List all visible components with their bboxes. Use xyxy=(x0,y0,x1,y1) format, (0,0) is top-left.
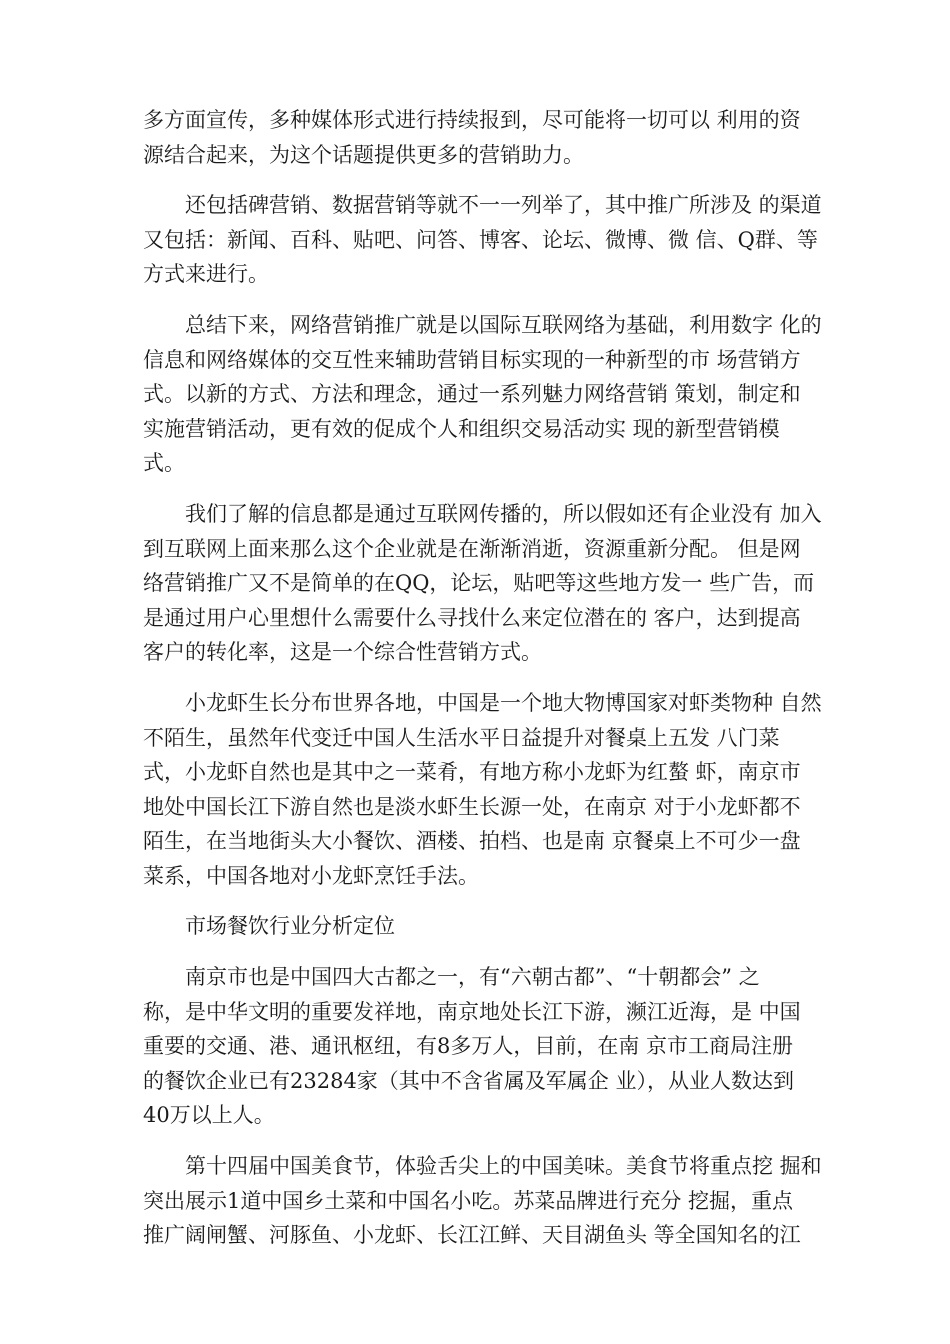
text-line: 的餐饮企业已有23284家（其中不含省属及军属企 业），从业人数达到 xyxy=(143,1068,794,1093)
text-line: 重要的交通、港、通讯枢纽，有8多万人，目前，在南 京市工商局注册 xyxy=(143,1034,794,1059)
paragraph-4 xyxy=(143,497,829,670)
paragraph-6 xyxy=(143,960,829,1133)
text-line: 还包括碑营销、数据营销等就不一一列举了，其中推广所涉及 的渠道 xyxy=(185,193,822,218)
text-line: 突出展示1道中国乡土菜和中国名小吃。苏菜品牌进行充分 挖掘，重点 xyxy=(143,1188,794,1213)
paragraph-3 xyxy=(143,308,829,481)
text-line: 推广阔闸蟹、河豚鱼、小龙虾、长江江鲜、天目湖鱼头 等全国知名的江 xyxy=(143,1223,801,1248)
text-line: 络营销推广又不是简单的在QQ，论坛，贴吧等这些地方发一 些广告，而 xyxy=(143,571,815,596)
paragraph-5 xyxy=(143,686,829,894)
document-body xyxy=(143,103,829,1269)
text-line: 式。以新的方式、方法和理念，通过一系列魅力网络营销 策划，制定和 xyxy=(143,382,801,407)
text-line: 40万以上人。 xyxy=(143,1103,275,1128)
text-line: 第十四届中国美食节，体验舌尖上的中国美味。美食节将重点挖 掘和 xyxy=(185,1154,822,1179)
text-line: 实施营销活动，更有效的促成个人和组织交易活动实 现的新型营销模 xyxy=(143,416,780,441)
paragraph-1 xyxy=(143,103,829,172)
text-line: 客户的转化率，这是一个综合性营销方式。 xyxy=(143,640,542,665)
text-line: 菜系，中国各地对小龙虾烹饪手法。 xyxy=(143,863,479,888)
section-heading xyxy=(143,909,829,944)
paragraph-7 xyxy=(143,1149,829,1253)
text-line: 不陌生，虽然年代变迁中国人生活水平日益提升对餐桌上五发 八门菜 xyxy=(143,725,780,750)
text-line: 式，小龙虾自然也是其中之一菜肴，有地方称小龙虾为红螯 虾，南京市 xyxy=(143,760,801,785)
text-line: 方式来进行。 xyxy=(143,262,269,287)
text-line: 称，是中华文明的重要发祥地，南京地处长江下游，濒江近海，是 中国 xyxy=(143,999,801,1024)
text-line: 南京市也是中国四大古都之一，有“六朝古都”、“十朝都会” 之 xyxy=(185,965,760,990)
text-line: 多方面宣传，多种媒体形式进行持续报到，尽可能将一切可以 利用的资 xyxy=(143,108,801,132)
text-line: 到互联网上面来那么这个企业就是在渐渐消逝，资源重新分配。 但是网 xyxy=(143,536,801,561)
text-line: 地处中国长江下游自然也是淡水虾生长源一处，在南京 对于小龙虾都不 xyxy=(143,794,801,819)
text-line: 式。 xyxy=(143,451,185,476)
text-line: 我们了解的信息都是通过互联网传播的，所以假如还有企业没有 加入 xyxy=(185,501,822,526)
text-line: 总结下来，网络营销推广就是以国际互联网络为基础，利用数字 化的 xyxy=(185,312,822,337)
text-line: 小龙虾生长分布世界各地，中国是一个地大物博国家对虾类物种 自然 xyxy=(185,690,822,715)
heading-text: 市场餐饮行业分析定位 xyxy=(185,914,395,939)
text-line: 是通过用户心里想什么需要什么寻找什么来定位潜在的 客户，达到提高 xyxy=(143,605,801,630)
text-line: 源结合起来，为这个话题提供更多的营销助力。 xyxy=(143,142,584,167)
text-line: 又包括：新闻、百科、贴吧、问答、博客、论坛、微博、微 信、Q群、等 xyxy=(143,227,818,252)
text-line: 信息和网络媒体的交互性来辅助营销目标实现的一种新型的市 场营销方 xyxy=(143,347,801,372)
paragraph-2 xyxy=(143,188,829,292)
text-line: 陌生，在当地街头大小餐饮、酒楼、拍档、也是南 京餐桌上不可少一盘 xyxy=(143,829,801,854)
